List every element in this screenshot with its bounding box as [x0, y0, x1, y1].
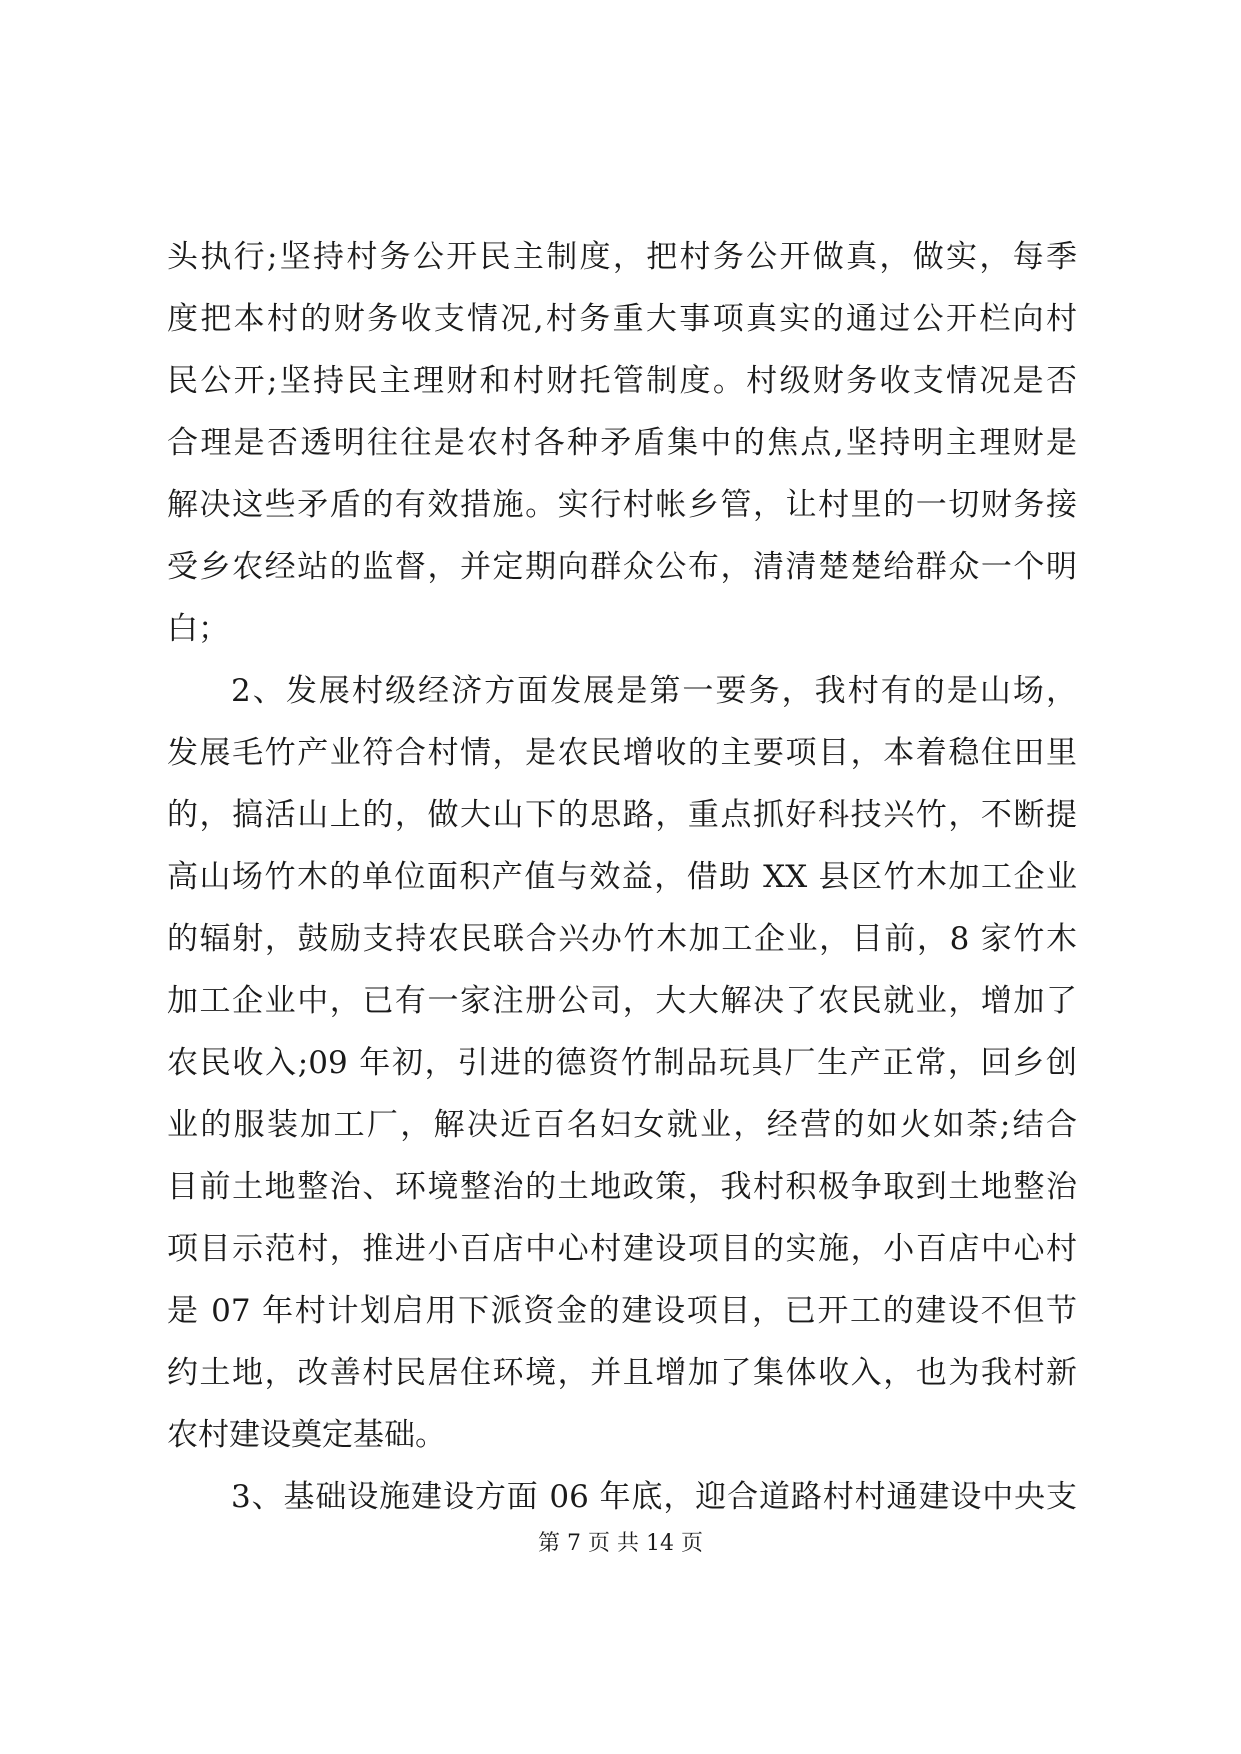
text-line: 的，搞活山上的，做大山下的思路，重点抓好科技兴竹，不断提 — [167, 797, 1077, 833]
text-line: 农村建设奠定基础。 — [167, 1417, 446, 1453]
text-line: 业的服装加工厂，解决近百名妇女就业，经营的如火如荼;结合 — [167, 1107, 1077, 1143]
text-line: 解决这些矛盾的有效措施。实行村帐乡管，让村里的一切财务接 — [167, 487, 1077, 523]
text-line: 是 07 年村计划启用下派资金的建设项目，已开工的建设不但节 — [167, 1293, 1077, 1329]
text-line: 白； — [167, 611, 229, 647]
text-line: 民公开;坚持民主理财和村财托管制度。村级财务收支情况是否 — [167, 363, 1077, 399]
document-body — [167, 226, 1077, 1528]
text-line: 合理是否透明往往是农村各种矛盾集中的焦点,坚持明主理财是 — [167, 425, 1077, 461]
paragraph-1 — [167, 226, 1077, 660]
text-line: 约土地，改善村民居住环境，并且增加了集体收入，也为我村新 — [167, 1355, 1077, 1391]
text-line: 项目示范村，推进小百店中心村建设项目的实施，小百店中心村 — [167, 1231, 1077, 1267]
page-number-footer: 第 7 页 共 14 页 — [538, 1531, 703, 1556]
text-line: 2、发展村级经济方面发展是第一要务，我村有的是山场， — [231, 673, 1077, 709]
text-line: 受乡农经站的监督，并定期向群众公布，清清楚楚给群众一个明 — [167, 549, 1077, 585]
text-line: 3、基础设施建设方面 06 年底，迎合道路村村通建设中央支 — [231, 1479, 1077, 1515]
text-line: 目前土地整治、环境整治的土地政策，我村积极争取到土地整治 — [167, 1169, 1077, 1205]
text-line: 发展毛竹产业符合村情，是农民增收的主要项目，本着稳住田里 — [167, 735, 1077, 771]
text-line: 加工企业中，已有一家注册公司，大大解决了农民就业，增加了 — [167, 983, 1077, 1019]
paragraph-3 — [167, 1466, 1077, 1528]
text-line: 农民收入;09 年初，引进的德资竹制品玩具厂生产正常，回乡创 — [167, 1045, 1077, 1081]
text-line: 度把本村的财务收支情况,村务重大事项真实的通过公开栏向村 — [167, 301, 1077, 337]
text-line: 头执行;坚持村务公开民主制度，把村务公开做真，做实，每季 — [167, 239, 1077, 275]
text-line: 高山场竹木的单位面积产值与效益，借助 XX 县区竹木加工企业 — [167, 859, 1077, 895]
paragraph-2 — [167, 660, 1077, 1466]
text-line: 的辐射，鼓励支持农民联合兴办竹木加工企业，目前，8 家竹木 — [167, 921, 1077, 957]
